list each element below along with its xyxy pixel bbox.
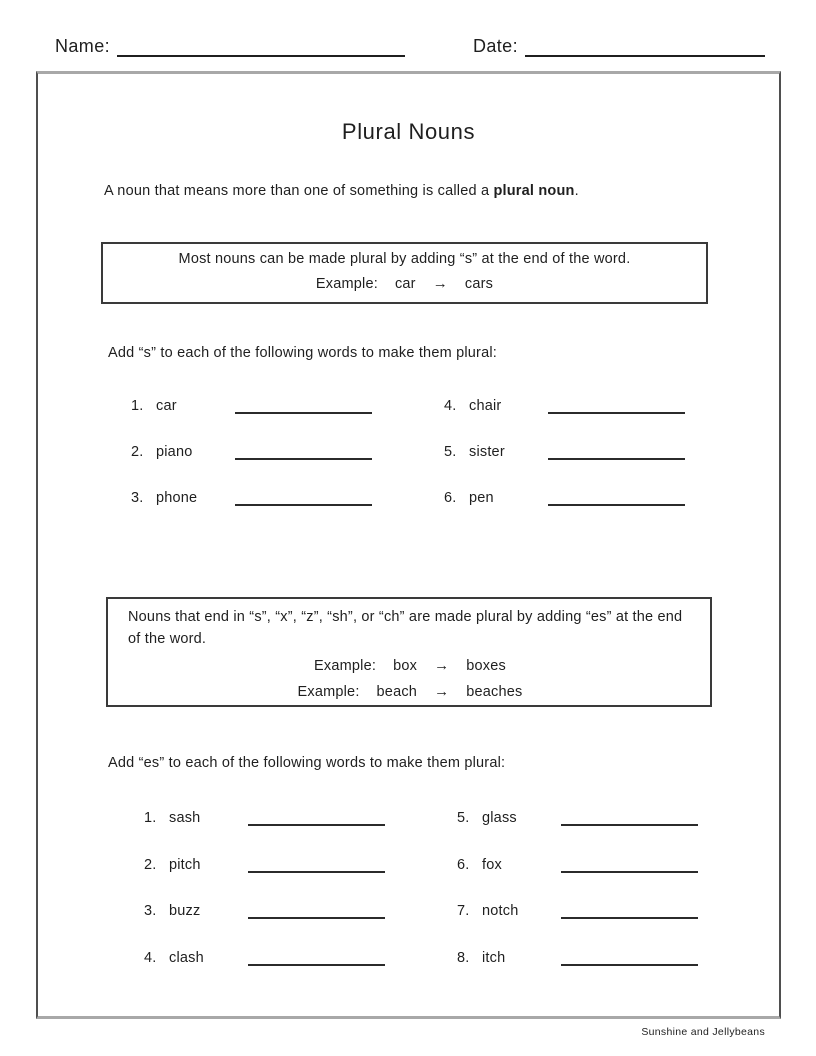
- answer-blank: [548, 398, 685, 414]
- item-word: fox: [482, 856, 502, 873]
- list-item: [457, 900, 770, 919]
- answer-blank: [248, 950, 385, 966]
- name-blank-line: [117, 39, 405, 57]
- item-word: phone: [156, 490, 198, 506]
- item-number: 6.: [457, 856, 470, 873]
- list-item: [444, 487, 757, 506]
- answer-blank: [248, 903, 385, 919]
- answer-blank: [561, 810, 698, 826]
- item-word: pen: [469, 490, 494, 506]
- list-item: [457, 854, 770, 873]
- word-list-es: [144, 807, 779, 993]
- name-field: [55, 36, 405, 57]
- item-word: itch: [482, 949, 506, 966]
- item-number: 2.: [131, 444, 144, 460]
- list-item: [457, 807, 770, 826]
- item-word: car: [156, 398, 177, 414]
- example-label: Example:: [315, 276, 378, 292]
- item-word: sash: [169, 810, 201, 826]
- right-arrow-icon: →: [434, 682, 450, 700]
- answer-blank: [235, 490, 372, 506]
- answer-blank: [248, 810, 385, 826]
- instruction-add-es: Add “es” to each of the following words to make them plural:: [108, 755, 506, 771]
- right-arrow-icon: →: [434, 656, 450, 674]
- item-number: 5.: [457, 810, 470, 826]
- intro-prefix: A noun that means more than one of something is called a: [104, 183, 494, 199]
- item-word: clash: [169, 949, 204, 966]
- item-word: glass: [482, 810, 517, 826]
- item-word: chair: [469, 398, 502, 414]
- example-to: cars: [464, 276, 494, 292]
- date-label: Date:: [472, 36, 518, 56]
- item-number: 6.: [444, 490, 457, 506]
- example-from: box: [393, 657, 418, 674]
- list-item: [444, 441, 757, 460]
- answer-blank: [235, 444, 372, 460]
- rule-es-example-1: [128, 657, 692, 674]
- list-item: [144, 947, 457, 966]
- answer-blank: [248, 857, 385, 873]
- rule-box-es: [106, 597, 712, 707]
- list-item: [144, 900, 457, 919]
- example-label: Example:: [314, 657, 377, 674]
- date-field: [473, 36, 765, 57]
- example-label: Example:: [297, 683, 360, 700]
- item-word: notch: [482, 903, 519, 919]
- rule-s-text: Most nouns can be made plural by adding “s” at the end of the word.: [178, 251, 631, 267]
- date-blank-line: [525, 39, 765, 57]
- item-word: pitch: [169, 856, 201, 873]
- rule-box-s: [101, 242, 708, 304]
- answer-blank: [548, 490, 685, 506]
- item-word: buzz: [169, 903, 201, 919]
- intro-text: [104, 183, 751, 199]
- item-word: piano: [156, 444, 193, 460]
- rule-es-example-2: [128, 683, 692, 700]
- example-from: beach: [376, 683, 418, 700]
- worksheet-frame: [36, 71, 781, 1019]
- item-number: 2.: [144, 856, 157, 873]
- rule-es-text: Nouns that end in “s”, “x”, “z”, “sh”, or “ch” are made plural by adding “es” at the end of the word.: [128, 609, 683, 647]
- list-item: [144, 807, 457, 826]
- example-to: beaches: [466, 683, 523, 700]
- list-item: [131, 395, 444, 414]
- list-item: [144, 854, 457, 873]
- item-number: 3.: [131, 490, 144, 506]
- list-item: [444, 395, 757, 414]
- rule-s-example: [103, 275, 706, 292]
- item-number: 8.: [457, 949, 470, 966]
- item-number: 5.: [444, 444, 457, 460]
- item-number: 4.: [144, 949, 157, 966]
- page-title: Plural Nouns: [341, 119, 476, 144]
- answer-blank: [548, 444, 685, 460]
- page-header: [0, 0, 816, 57]
- item-number: 7.: [457, 903, 470, 919]
- list-item: [457, 947, 770, 966]
- answer-blank: [235, 398, 372, 414]
- example-from: car: [394, 276, 416, 292]
- intro-suffix: .: [574, 183, 579, 199]
- word-list-s: [131, 395, 779, 533]
- item-number: 3.: [144, 903, 157, 919]
- list-item: [131, 487, 444, 506]
- intro-bold-term: plural noun: [493, 183, 575, 199]
- instruction-add-s: Add “s” to each of the following words to make them plural:: [108, 345, 497, 361]
- footer-credit: Sunshine and Jellybeans: [641, 1026, 765, 1038]
- right-arrow-icon: →: [432, 275, 448, 292]
- example-to: boxes: [466, 657, 506, 674]
- answer-blank: [561, 857, 698, 873]
- answer-blank: [561, 903, 698, 919]
- item-word: sister: [469, 444, 505, 460]
- list-item: [131, 441, 444, 460]
- answer-blank: [561, 950, 698, 966]
- item-number: 1.: [131, 398, 144, 414]
- name-label: Name:: [55, 36, 111, 56]
- item-number: 4.: [444, 398, 457, 414]
- item-number: 1.: [144, 810, 157, 826]
